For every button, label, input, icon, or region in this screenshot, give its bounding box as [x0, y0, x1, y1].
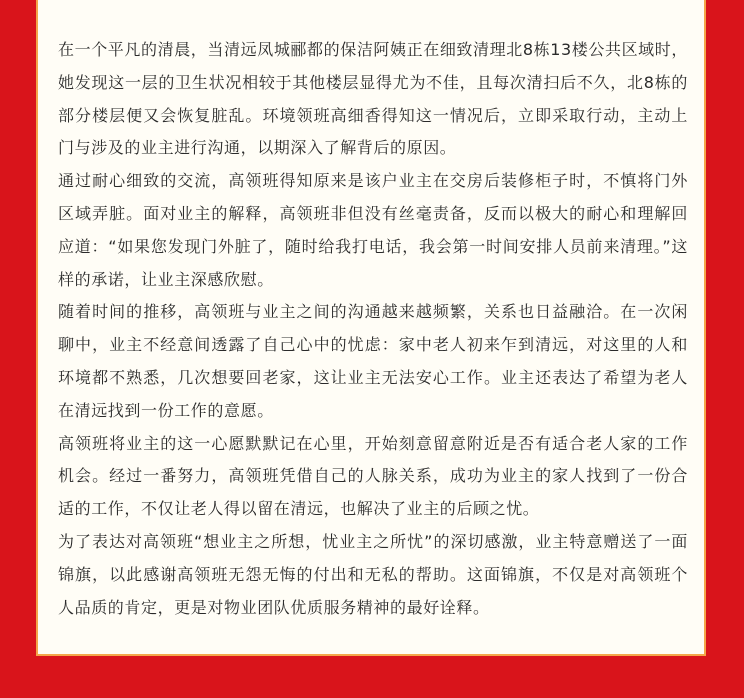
paragraph-3: 随着时间的推移，高领班与业主之间的沟通越来越频繁，关系也日益融洽。在一次闲聊中，业主不经意间透露了自己心中的忧虑：家中老人初来乍到清远，对这里的人和环境都不熟悉，几次想要回老家，这让业主无法安心工作。业主还表达了希望为老人在清远找到一份工作的意愿。 — [58, 302, 688, 420]
paragraph-4: 高领班将业主的这一心愿默默记在心里，开始刻意留意附近是否有适合老人家的工作机会。经过一番努力，高领班凭借自己的人脉关系，成功为业主的家人找到了一份合适的工作，不仅让老人得以留在清远，也解决了业主的后顾之忧。 — [58, 433, 688, 519]
paragraph-2: 通过耐心细致的交流，高领班得知原来是该户业主在交房后装修柜子时，不慎将门外区域弄脏。面对业主的解释，高领班非但没有丝毫责备，反而以极大的耐心和理解回应道：“如果您发现门外脏了，随时给我打电话，我会第一时间安排人员前来清理。”这样的承诺，让业主深感欣慰。 — [58, 171, 688, 289]
article-body — [58, 34, 688, 624]
paragraph-1: 在一个平凡的清晨，当清远凤城郦都的保洁阿姨正在细致清理北8栋13楼公共区域时，她发现这一层的卫生状况相较于其他楼层显得尤为不佳，且每次清扫后不久，北8栋的部分楼层便又会恢复脏乱。环境领班高细香得知这一情况后，立即采取行动，主动上门与涉及的业主进行沟通，以期深入了解背后的原因。 — [58, 40, 688, 158]
paragraph-5: 为了表达对高领班“想业主之所想，忧业主之所忧”的深切感激，业主特意赠送了一面锦旗，以此感谢高领班无怨无悔的付出和无私的帮助。这面锦旗，不仅是对高领班个人品质的肯定，更是对物业团队优质服务精神的最好诠释。 — [58, 531, 688, 617]
